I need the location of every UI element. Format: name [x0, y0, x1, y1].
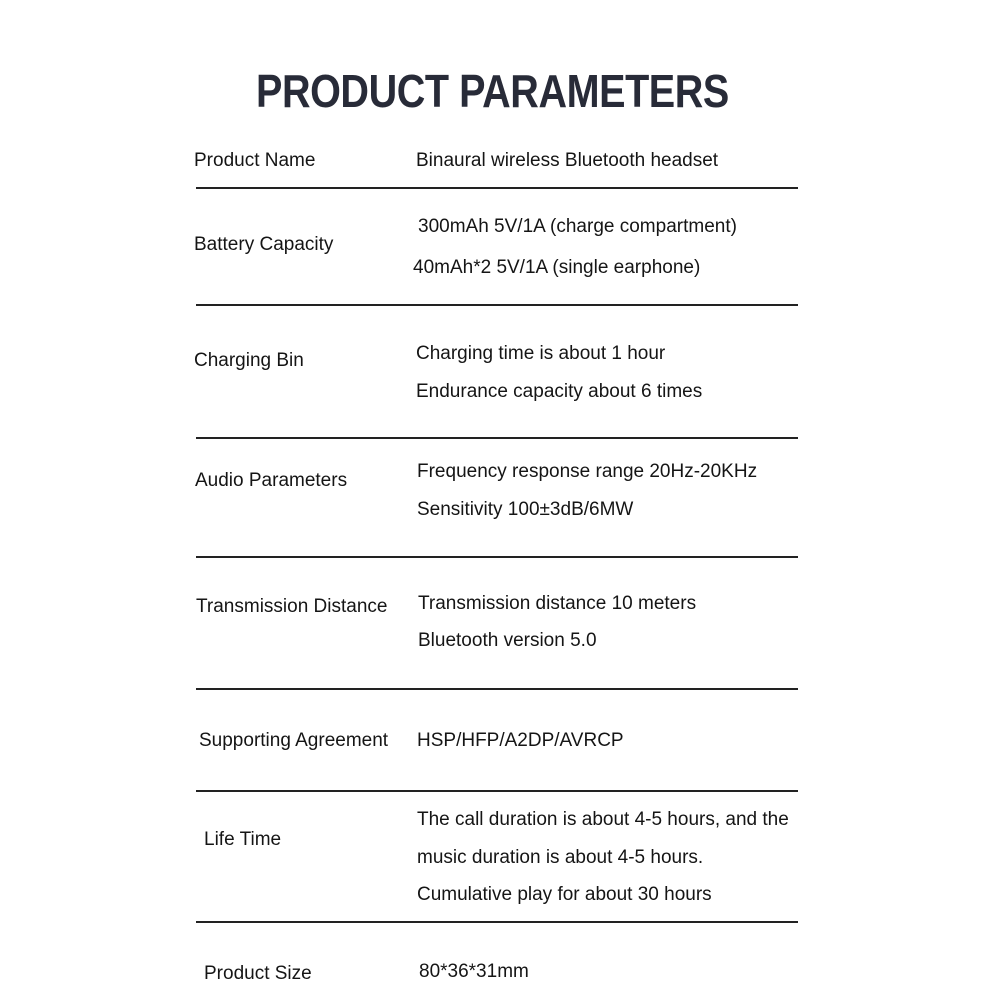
row-value: Binaural wireless Bluetooth headset	[416, 150, 719, 171]
row-value: Frequency response range 20Hz-20KHz	[417, 461, 758, 482]
row-value: Cumulative play for about 30 hours	[417, 884, 712, 905]
row-value: HSP/HFP/A2DP/AVRCP	[417, 730, 624, 751]
row-label: Life Time	[204, 829, 282, 850]
row-value: 40mAh*2 5V/1A (single earphone)	[413, 257, 701, 278]
row-label: Supporting Agreement	[199, 730, 389, 751]
row-value: Sensitivity 100±3dB/6MW	[417, 499, 634, 520]
row-divider	[196, 921, 798, 923]
row-label: Battery Capacity	[194, 234, 334, 255]
row-label: Product Name	[194, 150, 316, 171]
row-divider	[196, 556, 798, 558]
row-value: Bluetooth version 5.0	[418, 630, 597, 651]
row-value: Endurance capacity about 6 times	[416, 381, 703, 402]
row-divider	[196, 304, 798, 306]
row-divider	[196, 790, 798, 792]
row-label: Product Size	[204, 963, 312, 984]
row-divider	[196, 187, 798, 189]
page-title: PRODUCT PARAMETERS	[255, 65, 729, 117]
row-value: The call duration is about 4-5 hours, and the	[417, 809, 789, 830]
row-value: 80*36*31mm	[419, 961, 529, 982]
row-label: Transmission Distance	[196, 596, 388, 617]
row-divider	[196, 688, 798, 690]
row-value: 300mAh 5V/1A (charge compartment)	[418, 216, 737, 237]
row-value: music duration is about 4-5 hours.	[417, 847, 704, 868]
row-divider	[196, 437, 798, 439]
row-label: Audio Parameters	[195, 470, 348, 491]
row-value: Charging time is about 1 hour	[416, 343, 666, 364]
row-label: Charging Bin	[194, 350, 304, 371]
row-value: Transmission distance 10 meters	[418, 593, 697, 614]
